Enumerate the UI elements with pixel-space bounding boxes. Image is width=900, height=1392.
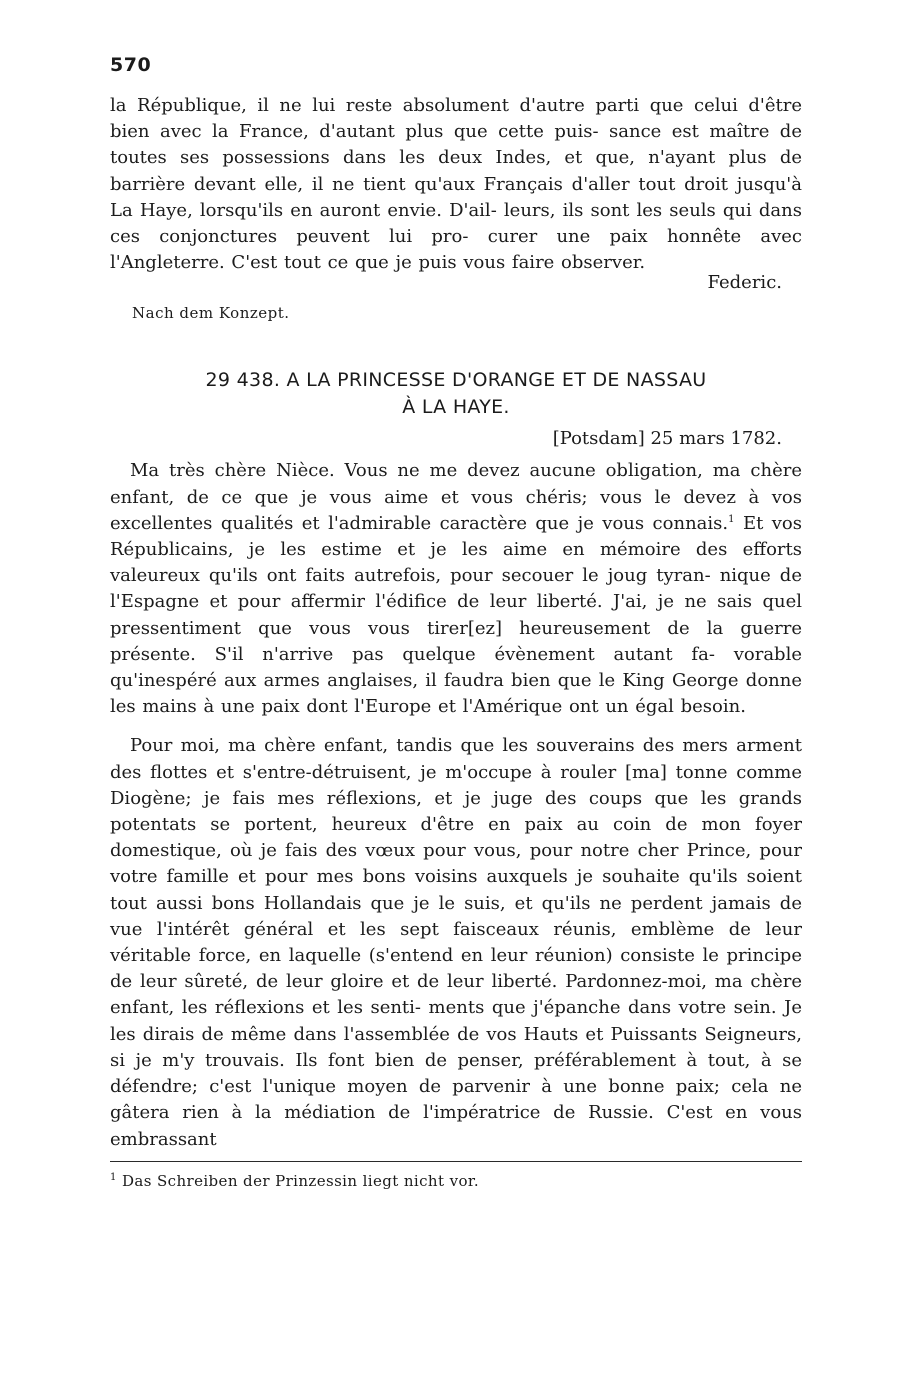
- text-line: vorable qu'inespéré aux armes anglaises, il faudra bien que le King: [110, 643, 802, 692]
- text-line: arment des flottes et s'entre-détruisent, je m'occupe à rouler [ma]: [110, 735, 802, 783]
- text-line: efforts valeureux qu'ils ont faits autrefois, pour secouer le joug tyran-: [110, 539, 802, 587]
- text-line: ments que j'épanche dans votre sein. Je les dirais de même dans: [110, 997, 802, 1045]
- text-line: cher Prince, pour votre famille et pour mes bons voisins auxquels je: [110, 840, 802, 888]
- text-line: d'aller tout droit jusqu'à La Haye, lorsqu'ils en auront envie. D'ail-: [110, 173, 802, 221]
- text-line: leurs, ils sont les seuls qui dans ces conjonctures peuvent lui pro-: [110, 199, 802, 248]
- footnote-reference[interactable]: 1: [728, 513, 735, 525]
- text-line: que, n'ayant plus de barrière devant elle, il ne tient qu'aux Français: [110, 147, 802, 195]
- text-line: sance est maître de toutes ses possessions dans les deux Indes, et: [110, 121, 802, 169]
- dateline: [Potsdam] 25 mars 1782.: [552, 428, 782, 450]
- text-line: George donne les mains à une paix dont l'Europe et l'Amérique ont: [110, 670, 802, 718]
- footnote: [110, 1172, 802, 1190]
- text-line: souhaite qu'ils soient tout aussi bons Hollandais que je le suis, et: [110, 866, 802, 914]
- source-note: Nach dem Konzept.: [132, 304, 290, 323]
- text-line: vos excellentes qualités et l'admirable caractère que je vous connais.: [110, 486, 802, 534]
- footnote-text: Das Schreiben der Prinzessin liegt nicht vor.: [121, 1171, 479, 1190]
- text-line: la médiation de l'impératrice de Russie. C'est en vous embrassant: [110, 1102, 802, 1150]
- letter-heading-line: 29 438. A LA PRINCESSE D'ORANGE ET DE NASSAU: [205, 369, 707, 392]
- text-line: chère enfant, de ce que je vous aime et vous chéris; vous le devez à: [110, 460, 802, 508]
- paragraph-gap: [110, 720, 802, 733]
- text-line: curer une paix honnête avec l'Angleterre. C'est tout ce que je puis: [110, 226, 802, 274]
- letter-heading: [110, 367, 802, 421]
- text-line: un égal besoin.: [605, 696, 746, 718]
- text-line: Et vos Républicains, je les estime et je les aime en mémoire des: [110, 512, 803, 561]
- footnote-divider: [110, 1161, 802, 1162]
- text-line: liberté. Pardonnez-moi, ma chère enfant, les réflexions et les senti-: [110, 971, 803, 1019]
- text-line: Ma très chère Nièce. Vous ne me devez aucune obligation, ma: [130, 460, 741, 482]
- text-line: nique de l'Espagne et pour affermir l'édifice de leur liberté. J'ai, je: [110, 565, 802, 613]
- letter-paragraph: [110, 733, 802, 1152]
- letter-heading-line: À LA HAYE.: [402, 396, 510, 419]
- text-line: qu'ils ne perdent jamais de vue l'intérêt général et les sept faisceaux: [110, 892, 802, 940]
- text-line: réunion) consiste le principe de leur sûreté, de leur gloire et de leur: [110, 945, 802, 993]
- text-line: Pour moi, ma chère enfant, tandis que les souverains des mers: [130, 735, 728, 757]
- continuation-paragraph: [110, 93, 802, 276]
- text-line: ne sais quel pressentiment que vous vous tirer[ez] heureusement de: [110, 591, 802, 639]
- text-line: la République, il ne lui reste absolument d'autre parti que: [110, 95, 684, 116]
- text-line: l'unique moyen de parvenir à une bonne paix; cela ne gâtera rien à: [110, 1076, 802, 1124]
- text-line: les grands potentats se portent, heureux d'être en paix au coin de: [110, 787, 802, 836]
- book-page: [110, 54, 802, 1190]
- letter-paragraph: [110, 458, 802, 720]
- text-line: celui d'être bien avec la France, d'autant plus que cette puis-: [110, 95, 802, 143]
- page-number: 570: [110, 54, 152, 76]
- footnote-marker: 1: [110, 1171, 117, 1183]
- text-line: mon foyer domestique, où je fais des vœux pour vous, pour notre: [110, 814, 802, 862]
- text-line: vous faire observer.: [463, 252, 646, 274]
- signature: Federic.: [707, 272, 782, 294]
- text-line: réunis, emblème de leur véritable force, en laquelle (s'entend en leur: [110, 918, 802, 967]
- text-line: Ils font bien de penser, préférablement à tout, à se défendre; c'est: [110, 1049, 802, 1098]
- text-line: la guerre présente. S'il n'arrive pas quelque évènement autant fa-: [110, 617, 802, 665]
- text-line: l'assemblée de vos Hauts et Puissants Seigneurs, si je m'y trouvais.: [110, 1023, 802, 1071]
- text-line: tonne comme Diogène; je fais mes réflexions, et je juge des coups que: [110, 761, 802, 809]
